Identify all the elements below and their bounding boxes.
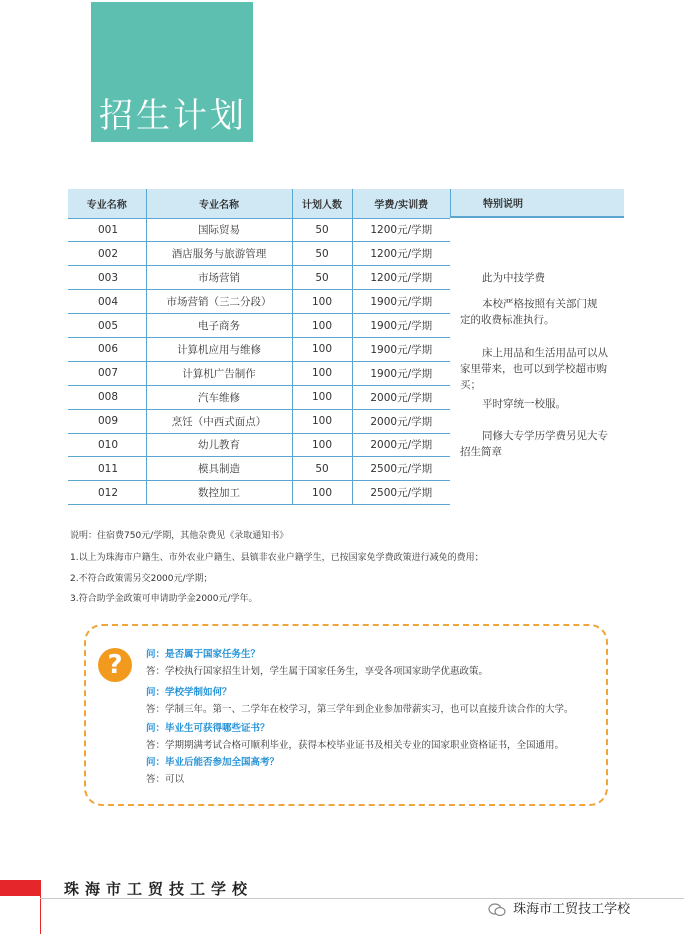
cell-plan: 100 bbox=[292, 481, 352, 505]
faq-answer: 答：学校执行国家招生计划，学生属于国家任务生，享受各项国家助学优惠政策。 bbox=[146, 666, 489, 677]
faq-item bbox=[146, 684, 574, 715]
special-note-3a: 床上用品和生活用品可以从 bbox=[482, 347, 608, 359]
cell-code: 003 bbox=[68, 266, 146, 290]
cell-code: 012 bbox=[68, 481, 146, 505]
table-row bbox=[68, 266, 450, 290]
cell-code: 006 bbox=[68, 337, 146, 361]
cell-fee: 2000元/学期 bbox=[352, 433, 450, 457]
cell-code: 002 bbox=[68, 242, 146, 266]
table-row bbox=[68, 481, 450, 505]
faq-question: 问：毕业后能否参加全国高考？ bbox=[146, 757, 280, 768]
cell-plan: 100 bbox=[292, 337, 352, 361]
special-note-3b: 家里带来，也可以到学校超市购 bbox=[460, 363, 607, 375]
cell-name: 幼儿教育 bbox=[146, 433, 292, 457]
footer-divider-vertical bbox=[40, 880, 41, 934]
wechat-account-name: 珠海市工贸技工学校 bbox=[513, 902, 631, 917]
cell-fee: 1900元/学期 bbox=[352, 290, 450, 314]
special-notes-header: 特别说明 bbox=[450, 189, 624, 218]
faq-answer: 答：学制三年。第一、二学年在校学习，第三学年到企业参加带薪实习，也可以直接升读合作的大学。 bbox=[146, 704, 574, 715]
cell-plan: 100 bbox=[292, 314, 352, 338]
cell-name: 国际贸易 bbox=[146, 218, 292, 242]
cell-plan: 100 bbox=[292, 433, 352, 457]
special-note-5b: 招生简章 bbox=[460, 446, 502, 458]
cell-code: 007 bbox=[68, 361, 146, 385]
faq-box bbox=[84, 624, 608, 806]
table-row bbox=[68, 314, 450, 338]
cell-fee: 2500元/学期 bbox=[352, 457, 450, 481]
cell-name: 计算机应用与维修 bbox=[146, 337, 292, 361]
cell-name: 市场营销（三二分段） bbox=[146, 290, 292, 314]
note-line-1: 1.以上为珠海市户籍生、市外农业户籍生、县镇非农业户籍学生，已按国家免学费政策进行减免的费用； bbox=[70, 553, 484, 563]
cell-name: 计算机广告制作 bbox=[146, 361, 292, 385]
cell-code: 004 bbox=[68, 290, 146, 314]
cell-fee: 1900元/学期 bbox=[352, 314, 450, 338]
special-note-3c: 买； bbox=[460, 379, 481, 391]
faq-question: 问：毕业生可获得哪些证书？ bbox=[146, 723, 270, 734]
cell-fee: 1200元/学期 bbox=[352, 242, 450, 266]
faq-item bbox=[146, 646, 488, 677]
page-title: 招生计划 bbox=[99, 96, 247, 136]
table-row bbox=[68, 457, 450, 481]
faq-item bbox=[146, 754, 279, 785]
table-row bbox=[68, 290, 450, 314]
cell-fee: 1900元/学期 bbox=[352, 337, 450, 361]
cell-plan: 50 bbox=[292, 218, 352, 242]
header-fee: 学费/实训费 bbox=[352, 189, 450, 218]
question-mark-icon: ? bbox=[98, 648, 132, 682]
cell-code: 011 bbox=[68, 457, 146, 481]
special-note-2b: 定的收费标准执行。 bbox=[460, 314, 555, 326]
wechat-watermark bbox=[488, 898, 630, 917]
cell-plan: 100 bbox=[292, 409, 352, 433]
special-note-2a: 本校严格按照有关部门规 bbox=[482, 298, 598, 310]
cell-plan: 50 bbox=[292, 242, 352, 266]
cell-name: 数控加工 bbox=[146, 481, 292, 505]
header-name: 专业名称 bbox=[146, 189, 292, 218]
table-row bbox=[68, 433, 450, 457]
special-note-5a: 同修大专学历学费另见大专 bbox=[482, 430, 608, 442]
table-row bbox=[68, 218, 450, 242]
table-header-row bbox=[68, 189, 450, 218]
faq-answer: 答：学期期满考试合格可顺利毕业，获得本校毕业证书及相关专业的国家职业资格证书，全国通用。 bbox=[146, 740, 565, 751]
cell-name: 汽车维修 bbox=[146, 385, 292, 409]
note-line-3: 3.符合助学金政策可申请助学金2000元/学年。 bbox=[70, 594, 258, 604]
note-line-0: 说明：住宿费750元/学期，其他杂费见《录取通知书》 bbox=[70, 531, 289, 541]
cell-name: 烹饪（中西式面点） bbox=[146, 409, 292, 433]
title-block bbox=[91, 2, 253, 142]
cell-code: 010 bbox=[68, 433, 146, 457]
note-line-2: 2.不符合政策需另交2000元/学期； bbox=[70, 574, 213, 584]
faq-answer: 答：可以 bbox=[146, 774, 185, 785]
cell-name: 市场营销 bbox=[146, 266, 292, 290]
faq-item bbox=[146, 720, 564, 751]
cell-code: 005 bbox=[68, 314, 146, 338]
cell-name: 电子商务 bbox=[146, 314, 292, 338]
faq-question: 问：是否属于国家任务生？ bbox=[146, 649, 261, 660]
cell-name: 酒店服务与旅游管理 bbox=[146, 242, 292, 266]
footer-school-name: 珠海市工贸技工学校 bbox=[64, 880, 254, 898]
special-note-1: 此为中技学费 bbox=[482, 272, 545, 284]
enrollment-table bbox=[68, 189, 450, 505]
wechat-icon bbox=[488, 903, 506, 917]
cell-fee: 1200元/学期 bbox=[352, 218, 450, 242]
special-note-4: 平时穿统一校服。 bbox=[482, 398, 566, 410]
table-row bbox=[68, 361, 450, 385]
header-plan: 计划人数 bbox=[292, 189, 352, 218]
cell-name: 模具制造 bbox=[146, 457, 292, 481]
table-row bbox=[68, 385, 450, 409]
footer-red-bar bbox=[0, 880, 40, 896]
cell-plan: 50 bbox=[292, 266, 352, 290]
table-row bbox=[68, 409, 450, 433]
cell-fee: 2500元/学期 bbox=[352, 481, 450, 505]
cell-plan: 50 bbox=[292, 457, 352, 481]
cell-plan: 100 bbox=[292, 361, 352, 385]
header-code: 专业名称 bbox=[68, 189, 146, 218]
cell-fee: 1900元/学期 bbox=[352, 361, 450, 385]
table-row bbox=[68, 337, 450, 361]
cell-code: 009 bbox=[68, 409, 146, 433]
cell-fee: 2000元/学期 bbox=[352, 409, 450, 433]
cell-fee: 2000元/学期 bbox=[352, 385, 450, 409]
cell-code: 001 bbox=[68, 218, 146, 242]
cell-plan: 100 bbox=[292, 385, 352, 409]
cell-plan: 100 bbox=[292, 290, 352, 314]
table-row bbox=[68, 242, 450, 266]
cell-fee: 1200元/学期 bbox=[352, 266, 450, 290]
cell-code: 008 bbox=[68, 385, 146, 409]
faq-question: 问：学校学制如何？ bbox=[146, 687, 232, 698]
